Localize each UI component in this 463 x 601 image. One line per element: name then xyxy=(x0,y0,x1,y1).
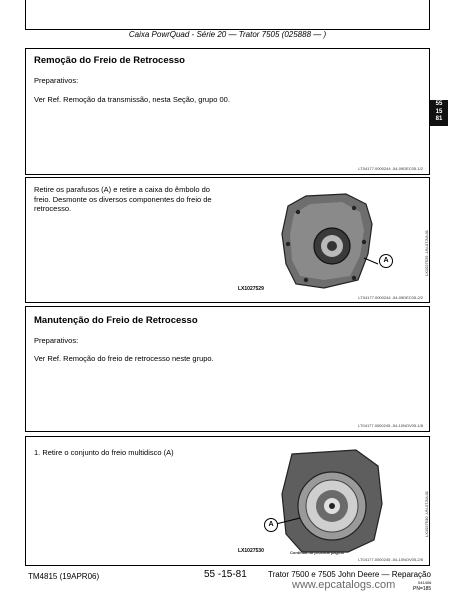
section-body: Ver Ref. Remoção do freio de retrocesso neste grupo. xyxy=(34,354,214,363)
photo-label: LX1027529 xyxy=(238,286,264,292)
brake-housing-photo xyxy=(236,184,421,294)
section-subtitle: Preparativos: xyxy=(34,76,79,85)
callout-a: A xyxy=(379,254,393,268)
section-box-removal-step xyxy=(25,177,430,303)
side-tab-line: 81 xyxy=(435,116,443,122)
section-body: Retire os parafusos (A) e retire a caixa do êmbolo do freio. Desmonte os diversos componentes do freio de retrocesso. xyxy=(34,185,212,213)
photo-side-code: LX1027530 -UN-07JUL01 xyxy=(424,490,429,537)
side-tab-line: 55 xyxy=(435,101,443,107)
callout-a: A xyxy=(264,518,278,532)
footer-pn: PN=185 xyxy=(413,586,432,592)
section-box-maintenance xyxy=(25,306,430,432)
photo-side-code: LX1027529 -UN-07JUL01 xyxy=(424,229,429,276)
reference-code: LT04177.0000245 -54-10NOV05-2/8 xyxy=(358,557,423,562)
footer-manual-id: TM4815 (19APR06) xyxy=(28,572,100,581)
page-header-title: Caixa PowrQuad - Série 20 — Trator 7505 (025888 — ) xyxy=(128,30,327,39)
section-title: Manutenção do Freio de Retrocesso xyxy=(34,315,198,326)
section-box-removal xyxy=(25,48,430,175)
section-subtitle: Preparativos: xyxy=(34,336,79,345)
multidisc-brake-photo xyxy=(236,444,421,556)
section-box-maintenance-step xyxy=(25,436,430,566)
footer-page-number: 55 -15-81 xyxy=(204,569,247,580)
section-body: 1. Retire o conjunto do freio multidisco (A) xyxy=(34,448,174,457)
section-title: Remoção do Freio de Retrocesso xyxy=(34,55,185,66)
brake-housing-illustration xyxy=(236,184,421,294)
watermark-text: www.epcatalogs.com xyxy=(292,579,396,591)
section-side-tab xyxy=(430,100,448,126)
top-frame xyxy=(25,0,430,30)
reference-code: LT04177.0000244 -54-09DEC05-1/2 xyxy=(358,166,423,171)
reference-code: LT04177.0000244 -54-09DEC05-2/2 xyxy=(358,295,423,300)
continued-note: Continua na próxima página xyxy=(290,550,344,555)
section-body: Ver Ref. Remoção da transmissão, nesta Seção, grupo 00. xyxy=(34,95,230,104)
footer-title: Trator 7500 e 7505 John Deere — Reparação xyxy=(268,570,431,579)
multidisc-brake-illustration xyxy=(236,444,421,556)
side-tab-line: 15 xyxy=(435,108,443,115)
photo-label: LX1027530 xyxy=(238,548,264,554)
footer-date-code: 041406 xyxy=(418,580,432,585)
reference-code: LT04177.0000245 -54-10NOV05-1/8 xyxy=(358,423,423,428)
